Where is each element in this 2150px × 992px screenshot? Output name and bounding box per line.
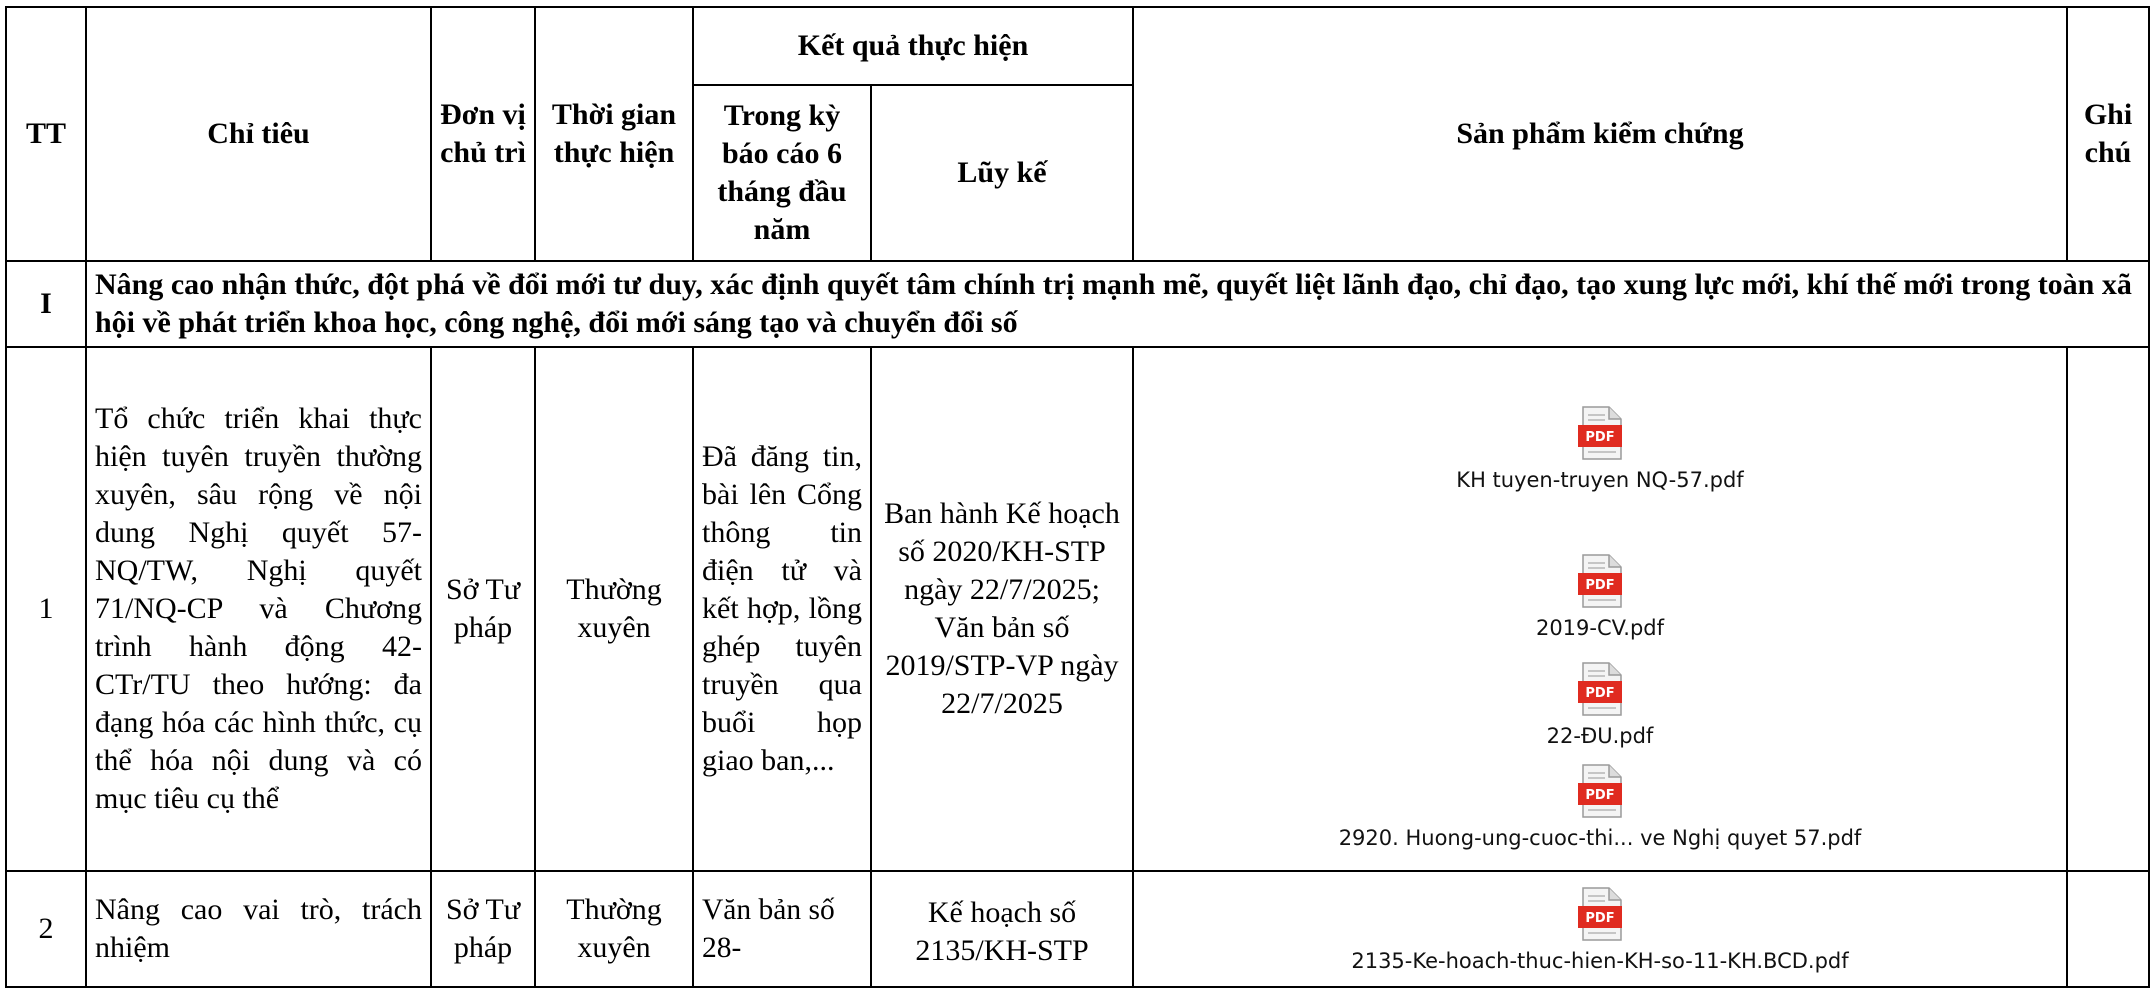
row-luy-ke: Kế hoạch số 2135/KH-STP bbox=[871, 871, 1133, 987]
row-files bbox=[1133, 347, 2067, 871]
pdf-file-icon[interactable] bbox=[1575, 763, 1625, 819]
file-name[interactable]: 2135-Ke-hoach-thuc-hien-KH-so-11-KH.BCD.pdf bbox=[1351, 949, 1849, 973]
row-luy-ke: Ban hành Kế hoạch số 2020/KH-STP ngày 22/7/2025; Văn bản số 2019/STP-VP ngày 22/7/2025 bbox=[871, 347, 1133, 871]
table-row bbox=[6, 871, 2149, 987]
report-table bbox=[5, 6, 2150, 988]
file-name[interactable]: KH tuyen-truyen NQ-57.pdf bbox=[1456, 468, 1744, 492]
file-attachment[interactable] bbox=[1142, 886, 2058, 974]
table-row bbox=[6, 347, 2149, 871]
row-don-vi: Sở Tư pháp bbox=[431, 347, 535, 871]
file-name[interactable]: 22-ĐU.pdf bbox=[1546, 724, 1654, 748]
row-thoi-gian: Thường xuyên bbox=[535, 347, 693, 871]
pdf-file-icon[interactable] bbox=[1575, 553, 1625, 609]
pdf-file-icon[interactable] bbox=[1575, 661, 1625, 717]
header-thoi-gian-thuc-hien: Thời gian thực hiện bbox=[535, 7, 693, 261]
section-number: I bbox=[6, 261, 86, 347]
header-don-vi-chu-tri: Đơn vị chủ trì bbox=[431, 7, 535, 261]
row-chi-tieu: Tổ chức triển khai thực hiện tuyên truyền thường xuyên, sâu rộng về nội dung Nghị quyết 57-NQ/TW, Nghị quyết 71/NQ-CP và Chương trình hành động 42-CTr/TU theo hướng: đa đạng hóa các hình thức, cụ thể hóa nội dung và có mục tiêu cụ thể bbox=[86, 347, 431, 871]
row-chi-tieu: Nâng cao vai trò, trách nhiệm bbox=[86, 871, 431, 987]
header-san-pham-kiem-chung: Sản phẩm kiểm chứng bbox=[1133, 7, 2067, 261]
file-attachment[interactable] bbox=[1142, 661, 2058, 749]
section-title: Nâng cao nhận thức, đột phá về đổi mới tư duy, xác định quyết tâm chính trị mạnh mẽ, quyết liệt lãnh đạo, chỉ đạo, tạo xung lực mới, khí thế mới trong toàn xã hội về phát triển khoa học, công nghệ, đổi mới sáng tạo và chuyển đổi số bbox=[86, 261, 2149, 347]
row-don-vi: Sở Tư pháp bbox=[431, 871, 535, 987]
row-ghi-chu bbox=[2067, 871, 2149, 987]
file-attachment[interactable] bbox=[1142, 405, 2058, 493]
pdf-file-icon[interactable] bbox=[1575, 405, 1625, 461]
file-name[interactable]: 2019-CV.pdf bbox=[1535, 616, 1665, 640]
row-number: 2 bbox=[6, 871, 86, 987]
pdf-file-icon[interactable] bbox=[1575, 886, 1625, 942]
row-trong-ky: Đã đăng tin, bài lên Cổng thông tin điện tử và kết hợp, lồng ghép tuyên truyền qua buổi họp giao ban,... bbox=[693, 347, 871, 871]
row-trong-ky: Văn bản số 28- bbox=[693, 871, 871, 987]
row-ghi-chu bbox=[2067, 347, 2149, 871]
row-number: 1 bbox=[6, 347, 86, 871]
file-attachment[interactable] bbox=[1142, 553, 2058, 641]
header-tt: TT bbox=[6, 7, 86, 261]
header-trong-ky-bao-cao: Trong kỳ báo cáo 6 tháng đầu năm bbox=[693, 85, 871, 261]
row-thoi-gian: Thường xuyên bbox=[535, 871, 693, 987]
section-row bbox=[6, 261, 2149, 347]
file-attachment[interactable] bbox=[1142, 763, 2058, 851]
header-luy-ke: Lũy kế bbox=[871, 85, 1133, 261]
header-chi-tieu: Chỉ tiêu bbox=[86, 7, 431, 261]
header-ghi-chu: Ghi chú bbox=[2067, 7, 2149, 261]
row-files bbox=[1133, 871, 2067, 987]
header-ket-qua-thuc-hien: Kết quả thực hiện bbox=[693, 7, 1133, 85]
file-name[interactable]: 2920. Huong-ung-cuoc-thi... ve Nghị quyet 57.pdf bbox=[1338, 826, 1862, 850]
